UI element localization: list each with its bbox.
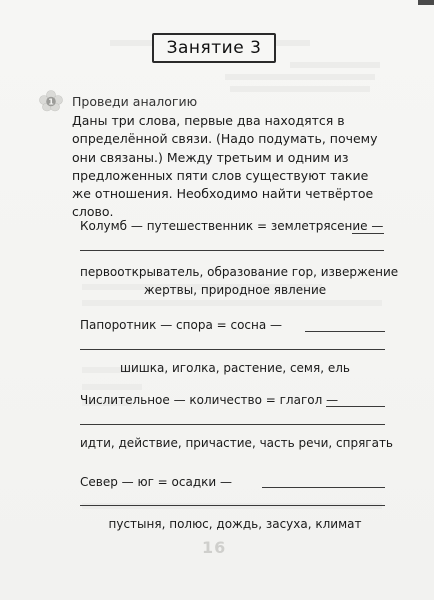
page-number: 16 [202, 538, 227, 557]
task-2-answer-line[interactable] [305, 331, 385, 332]
exercise-instruction: Даны три слова, первые два находятся в определённой связи. (Надо подумать, почему они связаны.) Между третьим и одним из предложенных пяти слов существуют такие же отношения. Необходимо найти четвёртое слово. [72, 113, 378, 220]
task-1-options-line-1: первооткрыватель, образование гор, извержение [80, 265, 399, 279]
task-4-answer-line[interactable] [262, 487, 385, 488]
task-4-options: пустыня, полюс, дождь, засуха, климат [108, 517, 362, 531]
task-2-answer-line-2[interactable] [80, 349, 385, 350]
task-1-equation: Колумб — путешественник = землетрясение — [80, 219, 384, 233]
task-3-answer-line[interactable] [326, 406, 385, 407]
exercise-heading: Проведи аналогию [72, 94, 198, 109]
task-1-options-line-2: жертвы, природное явление [143, 283, 327, 297]
flower-icon [38, 90, 64, 112]
task-2-equation: Папоротник — спора = сосна — [80, 318, 283, 332]
task-3-answer-line-2[interactable] [80, 424, 385, 425]
lesson-title: Занятие 3 [152, 33, 276, 63]
task-4-answer-line-2[interactable] [80, 505, 385, 506]
task-4-equation: Север — юг = осадки — [80, 475, 233, 489]
task-1-answer-line[interactable] [352, 233, 384, 234]
task-1-answer-line-2[interactable] [80, 250, 384, 251]
task-2-options: шишка, иголка, растение, семя, ель [120, 361, 350, 375]
task-3-equation: Числительное — количество = глагол — [80, 393, 339, 407]
task-3-options: идти, действие, причастие, часть речи, спрягать [80, 436, 394, 450]
svg-text:1: 1 [48, 97, 54, 107]
